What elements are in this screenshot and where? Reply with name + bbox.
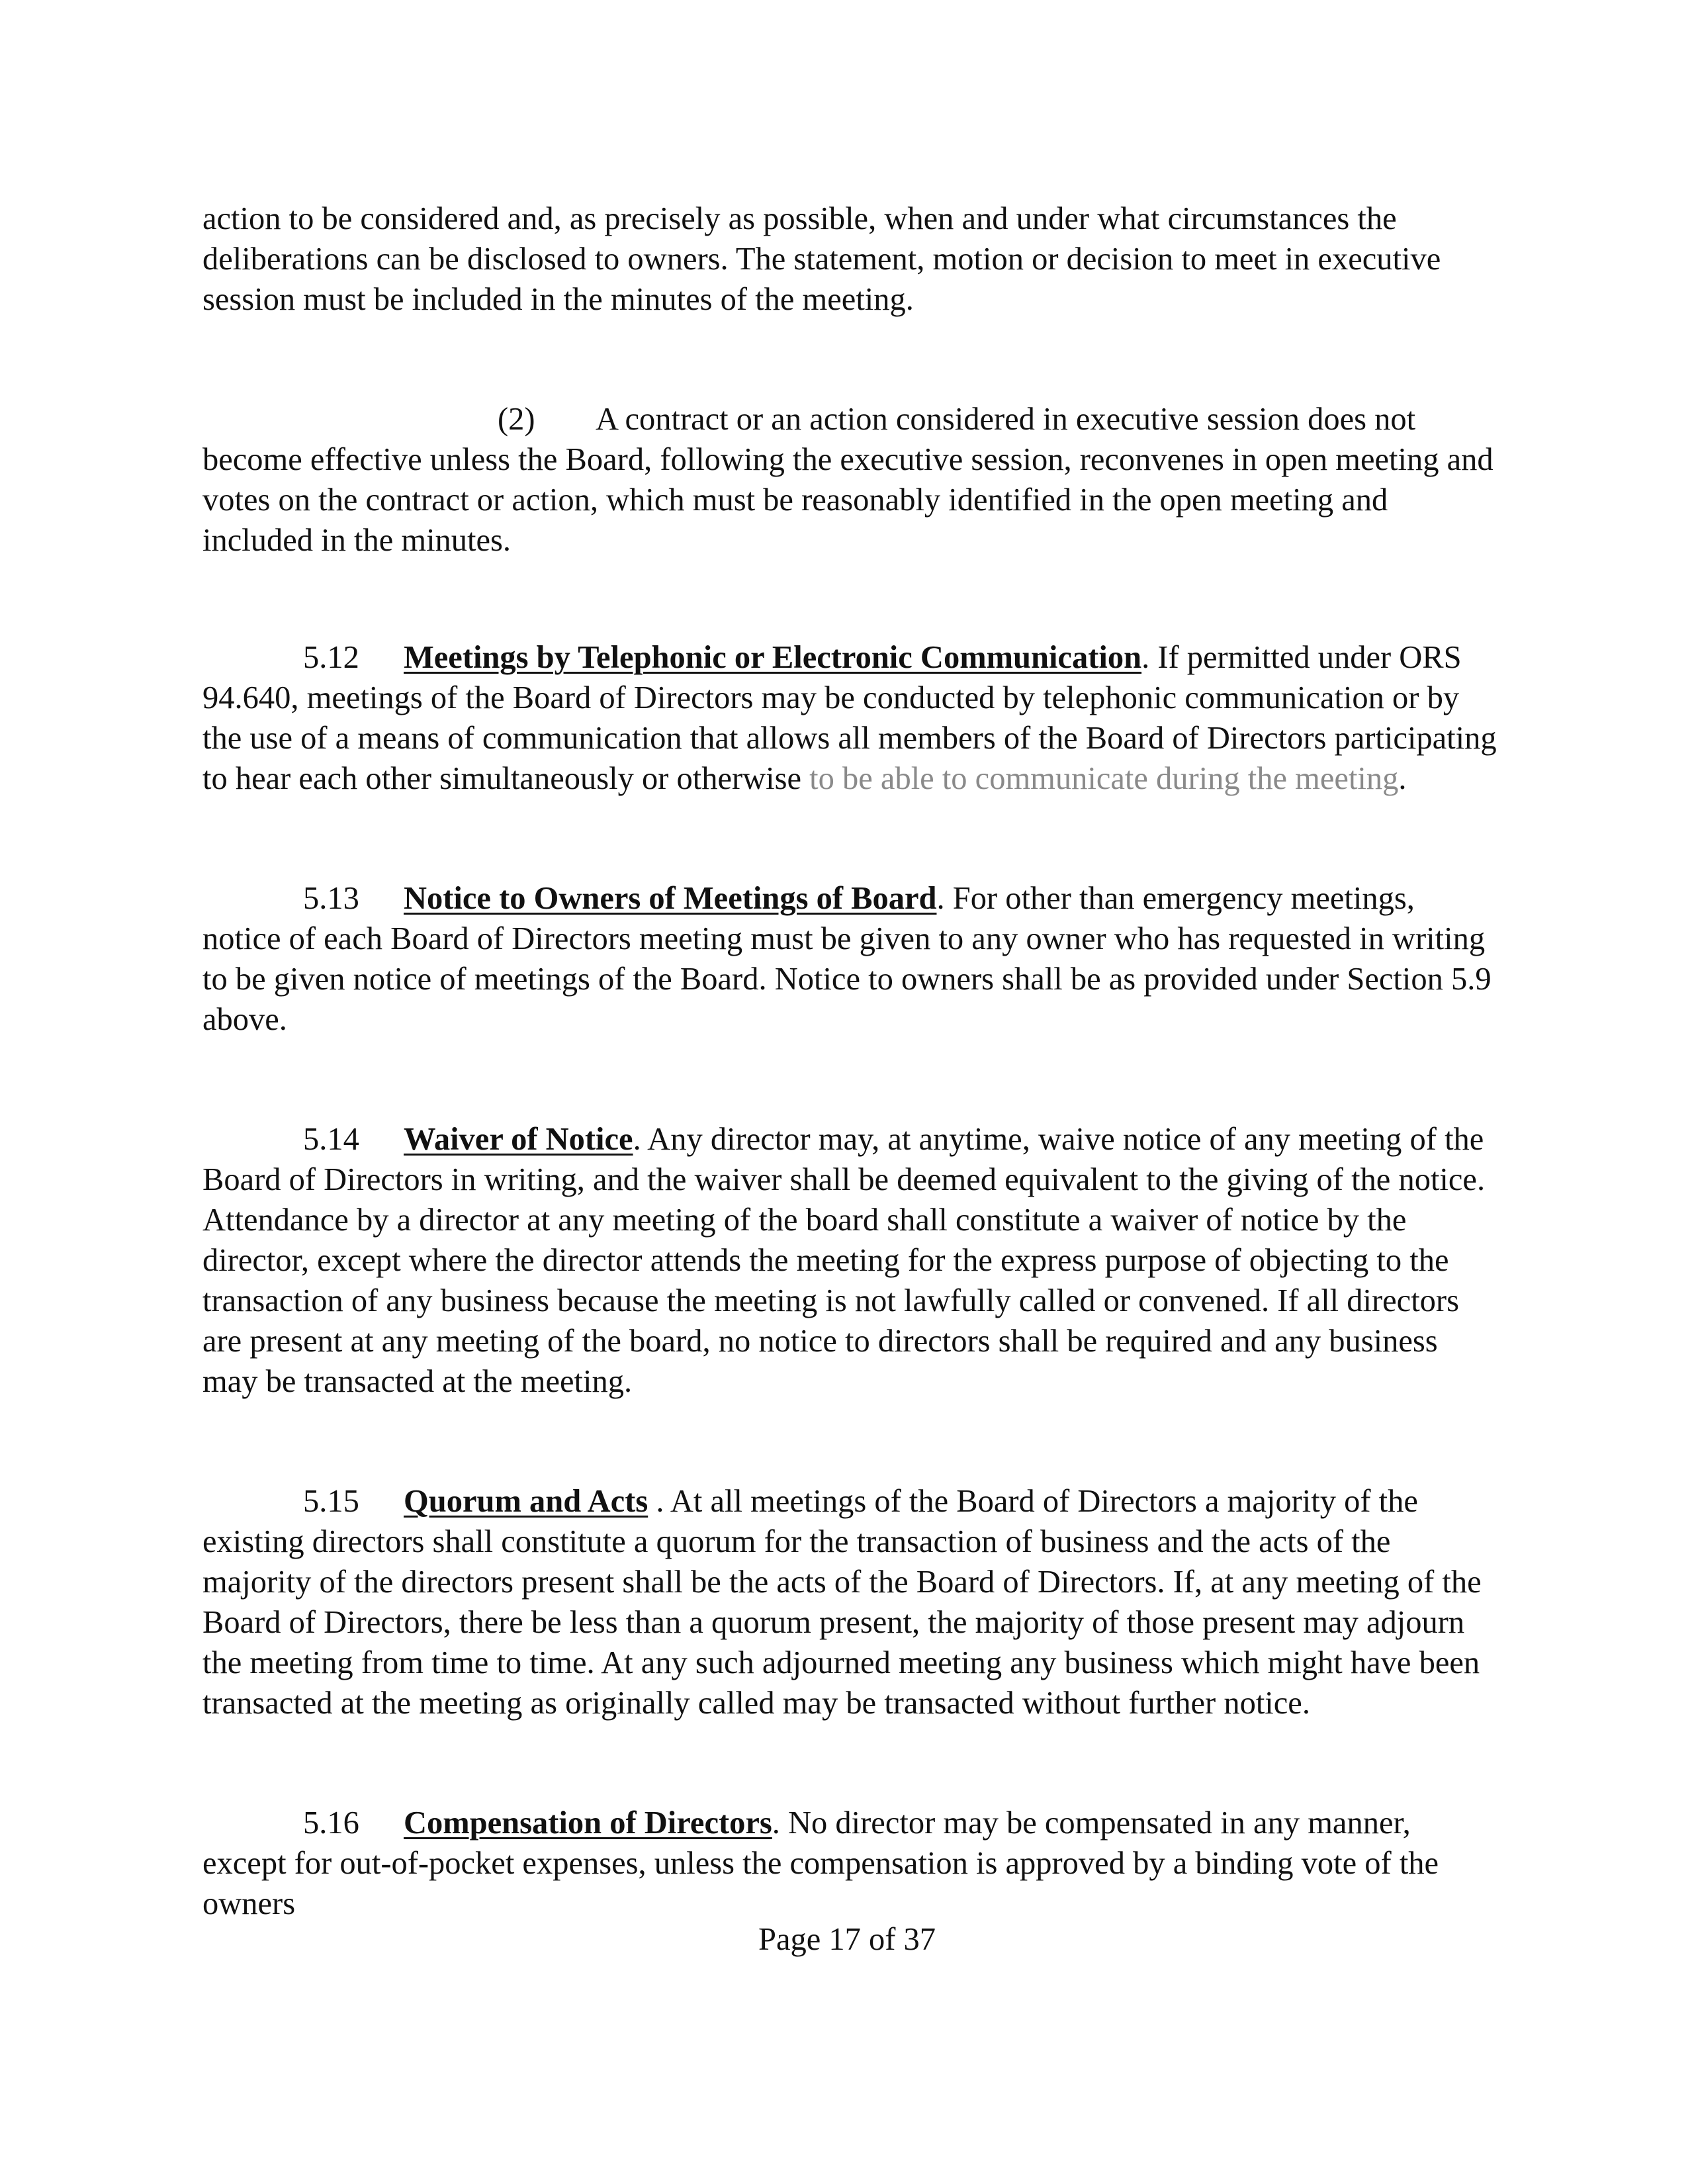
page-footer [0, 1919, 1694, 1960]
section-5-12 [202, 637, 1499, 799]
section-5-13 [202, 878, 1499, 1040]
section-body: . Any director may, at anytime, waive notice of any meeting of the Board of Directors in writing, and the waiver shall be deemed equivalent to the giving of the notice. Attendance by a director at any meeting of the board shall constitute a waiver of notice by the director, except where the director attends the meeting for the express purpose of objecting to the transaction of any business because the meeting is not lawfully called or convened. If all directors are present at any meeting of the board, no notice to directors shall be required and any business may be transacted at the meeting. [202, 1122, 1486, 1399]
subparagraph-text: A contract or an action considered in executive session does not become effective unless the Board, following the executive session, reconvenes in open meeting and votes on the contract or action, which must be reasonably identified in the open meeting and included in the minutes. [202, 402, 1493, 558]
section-body-faded: to be able to communicate during the meeting [809, 761, 1399, 796]
subparagraph-number: (2) [498, 402, 535, 437]
page-body [202, 199, 1499, 1924]
section-number: 5.13 [303, 881, 359, 916]
paragraph-continuation [202, 199, 1499, 320]
section-number: 5.14 [303, 1122, 359, 1157]
page-number: Page 17 of 37 [758, 1922, 936, 1957]
section-heading: Compensation of Directors [404, 1805, 772, 1841]
section-body-end: . [1398, 761, 1407, 796]
section-number: 5.16 [303, 1805, 359, 1841]
subparagraph-2 [202, 399, 1499, 561]
section-5-15 [202, 1481, 1499, 1723]
section-body: . At all meetings of the Board of Directors a majority of the existing directors shall constitute a quorum for the transaction of business and the acts of the majority of the directors present shall be the acts of the Board of Directors. If, at any meeting of the Board of Directors, there be less than a quorum present, the majority of those present may adjourn the meeting from time to time. At any such adjourned meeting any business which might have been transacted at the meeting as originally called may be transacted without further notice. [202, 1484, 1482, 1721]
section-heading: Notice to Owners of Meetings of Board [404, 881, 937, 916]
section-heading: Quorum and Acts [404, 1484, 648, 1519]
section-body: . No director may be compensated in any manner, except for out-of-pocket expenses, unless the compensation is approved by a binding vote of the owners [202, 1805, 1439, 1921]
section-5-14 [202, 1119, 1499, 1402]
section-body: . If permitted under ORS 94.640, meetings of the Board of Directors may be conducted by telephonic communication or by the use of a means of communication that allows all members of the Board of Directors participating to hear each other simultaneously or otherwise [202, 640, 1497, 796]
section-heading: Meetings by Telephonic or Electronic Communication [404, 640, 1142, 675]
section-number: 5.15 [303, 1484, 359, 1519]
section-body: . For other than emergency meetings, notice of each Board of Directors meeting must be given to any owner who has requested in writing to be given notice of meetings of the Board. Notice to owners shall be as provided under Section 5.9 above. [202, 881, 1492, 1037]
paragraph-text: action to be considered and, as precisely as possible, when and under what circumstances the deliberations can be disclosed to owners. The statement, motion or decision to meet in executive session must be included in the minutes of the meeting. [202, 201, 1441, 317]
section-heading: Waiver of Notice [404, 1122, 633, 1157]
section-number: 5.12 [303, 640, 359, 675]
section-5-16 [202, 1803, 1499, 1924]
